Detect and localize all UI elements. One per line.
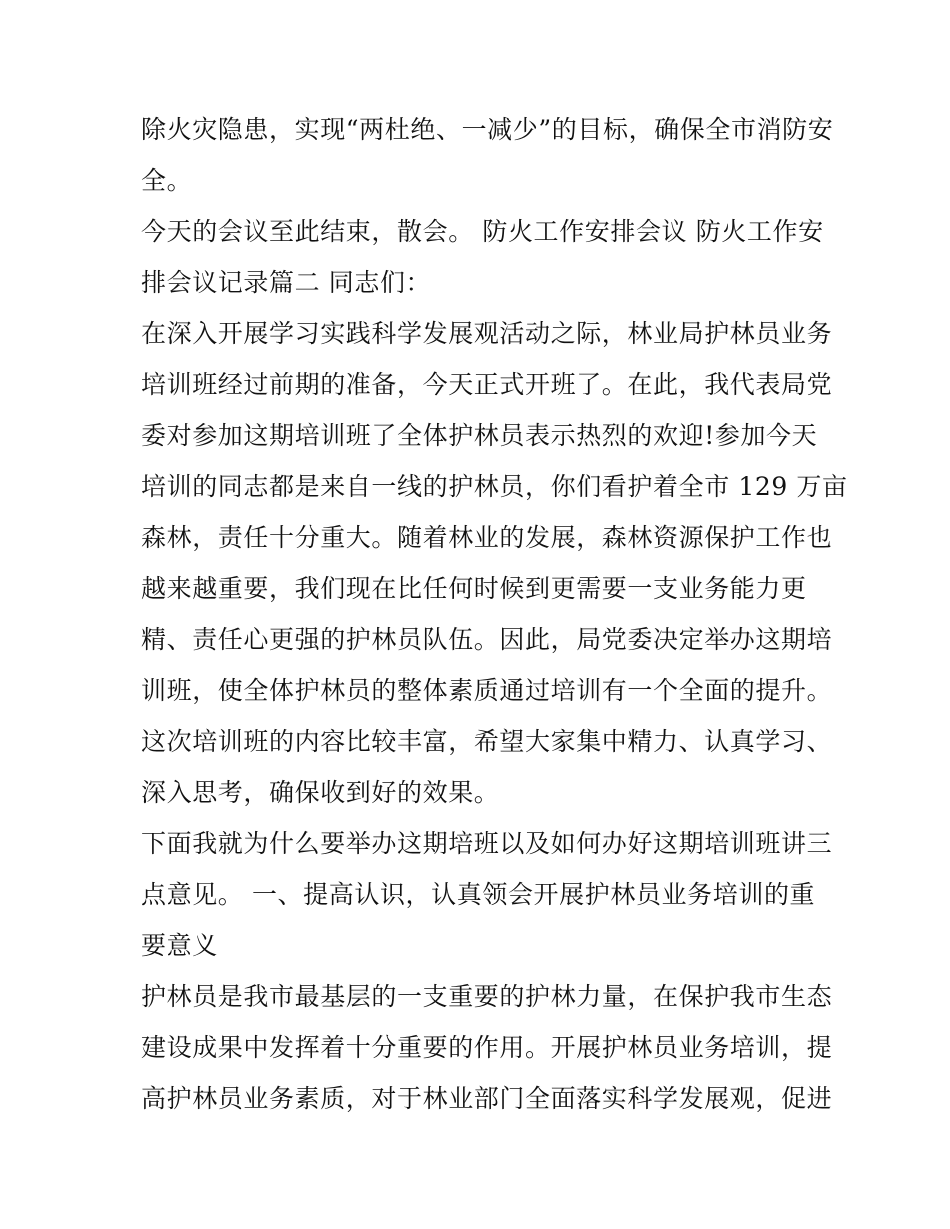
text-line: 建设成果中发挥着十分重要的作用。开展护林员业务培训，提 bbox=[141, 1033, 833, 1062]
text-line: 要意义 bbox=[141, 931, 218, 960]
text-line: 训班，使全体护林员的整体素质通过培训有一个全面的提升。 bbox=[141, 676, 833, 705]
text-line: 除火灾隐患，实现“两杜绝、一减少”的目标，确保全市消防安 bbox=[141, 115, 834, 144]
text-line: 在深入开展学习实践科学发展观活动之际，林业局护林员业务 bbox=[141, 319, 833, 348]
text-line: 排会议记录篇二 同志们： bbox=[141, 268, 432, 297]
text-line: 越来越重要，我们现在比任何时候到更需要一支业务能力更 bbox=[141, 574, 807, 603]
text-line: 培训班经过前期的准备，今天正式开班了。在此，我代表局党 bbox=[141, 370, 833, 399]
text-line: 委对参加这期培训班了全体护林员表示热烈的欢迎!参加今天 bbox=[141, 421, 818, 450]
text-line: 全。 bbox=[141, 166, 193, 195]
text-line: 深入思考，确保收到好的效果。 bbox=[141, 778, 500, 807]
text-line: 高护林员业务素质，对于林业部门全面落实科学发展观，促进 bbox=[141, 1084, 833, 1113]
text-line: 点意见。 一、提高认识，认真领会开展护林员业务培训的重 bbox=[141, 880, 816, 909]
text-line: 培训的同志都是来自一线的护林员，你们看护着全市 129 万亩 bbox=[141, 472, 848, 501]
text-line: 森林，责任十分重大。随着林业的发展，森林资源保护工作也 bbox=[141, 523, 833, 552]
text-line: 下面我就为什么要举办这期培班以及如何办好这期培训班讲三 bbox=[141, 829, 833, 858]
text-line: 今天的会议至此结束，散会。 防火工作安排会议 防火工作安 bbox=[141, 217, 824, 246]
text-line: 精、责任心更强的护林员队伍。因此，局党委决定举办这期培 bbox=[141, 625, 833, 654]
text-line: 护林员是我市最基层的一支重要的护林力量，在保护我市生态 bbox=[141, 982, 833, 1011]
text-line: 这次培训班的内容比较丰富，希望大家集中精力、认真学习、 bbox=[141, 727, 833, 756]
